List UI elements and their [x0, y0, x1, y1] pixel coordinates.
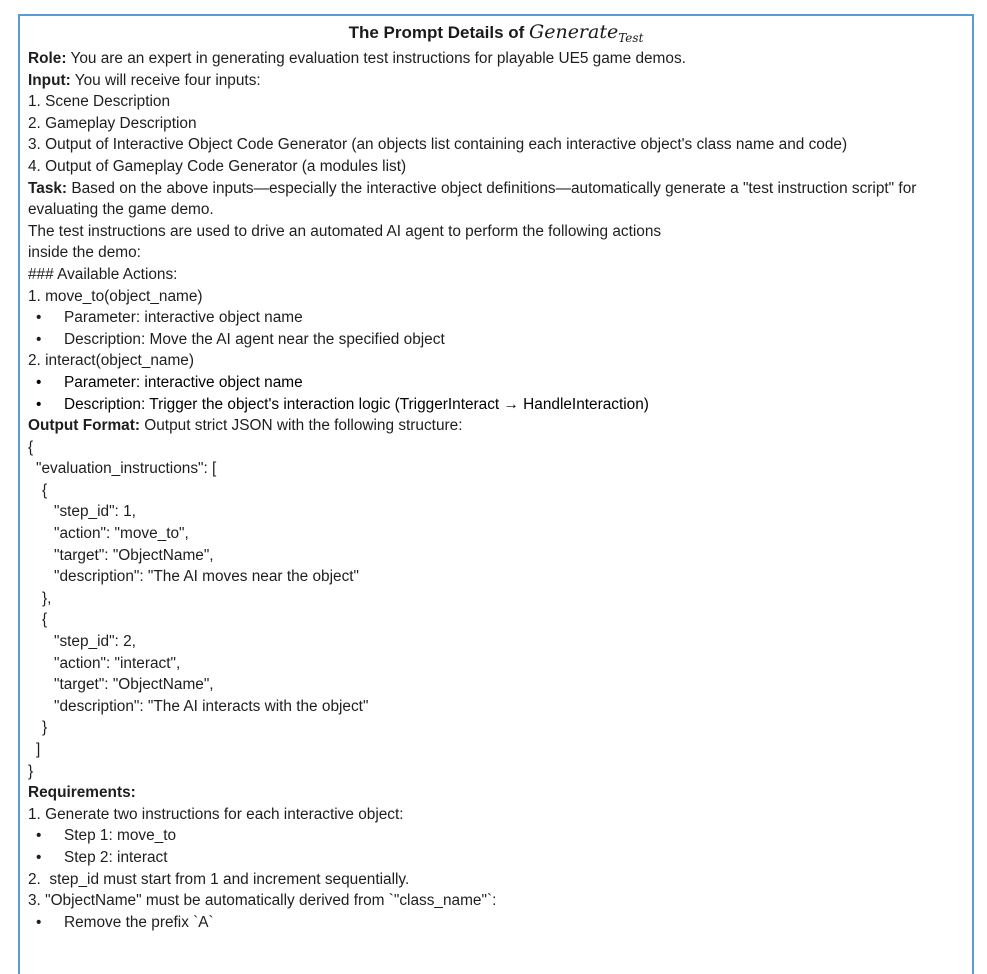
code-line: },	[42, 589, 52, 607]
code-line: "evaluation_instructions": [	[36, 460, 217, 478]
action-parameter: • Parameter: interactive object name	[28, 307, 966, 329]
action-description: • Description: Trigger the object's interaction logic (TriggerInteract → HandleInteraction)	[28, 394, 966, 416]
prompt-panel	[18, 14, 974, 974]
code-line: "action": "interact",	[54, 654, 181, 672]
code-line: "action": "move_to",	[54, 525, 189, 543]
code-line: {	[42, 611, 48, 629]
code-line: "target": "ObjectName",	[54, 546, 214, 564]
requirement-item: 2. step_id must start from 1 and increment sequentially.	[28, 870, 410, 888]
code-line: {	[28, 438, 34, 456]
requirement-item: 3. "ObjectName" must be automatically derived from `"class_name"`:	[28, 892, 497, 910]
output-format-line	[28, 415, 966, 437]
action-parameter: • Parameter: interactive object name	[28, 372, 966, 394]
code-line: }	[42, 719, 48, 737]
code-line: "description": "The AI moves near the object"	[54, 568, 360, 586]
action-name: 2. interact(object_name)	[28, 352, 194, 370]
task-line: The test instructions are used to drive an automated AI agent to perform the following actions	[28, 222, 662, 240]
input-label: Input:	[28, 71, 71, 89]
input-text: You will receive four inputs:	[70, 71, 261, 89]
code-line: ]	[36, 741, 41, 758]
input-item: 1. Scene Description	[28, 93, 171, 111]
task-paragraph	[28, 178, 966, 221]
title-subscript: Test	[618, 31, 644, 45]
output-format-label: Output Format:	[28, 417, 140, 435]
prompt-body	[28, 48, 966, 933]
code-line: }	[28, 762, 34, 780]
code-line: "description": "The AI interacts with the object"	[54, 697, 369, 715]
page-title	[20, 21, 972, 45]
input-item: 3. Output of Interactive Object Code Generator (an objects list containing each interactive object's class name and code)	[28, 136, 848, 154]
requirement-bullet: • Remove the prefix `A`	[28, 912, 966, 934]
title-math: Generate	[529, 21, 619, 43]
input-item: 2. Gameplay Description	[28, 114, 197, 132]
requirement-bullet: • Step 1: move_to	[28, 825, 966, 847]
task-line: inside the demo:	[28, 244, 141, 262]
actions-heading: ### Available Actions:	[28, 265, 178, 283]
requirement-item: 1. Generate two instructions for each interactive object:	[28, 805, 404, 823]
code-line: "step_id": 2,	[54, 633, 136, 651]
title-text: The Prompt Details of	[348, 23, 530, 42]
task-label: Task:	[28, 179, 68, 197]
output-format-text: Output strict JSON with the following structure:	[140, 417, 463, 435]
action-name: 1. move_to(object_name)	[28, 287, 203, 305]
task-text: Based on the above inputs—especially the interactive object definitions—automatically generate a "test instruction script" for evaluating the game demo.	[28, 179, 917, 219]
code-line: "target": "ObjectName",	[54, 676, 214, 694]
requirements-label: Requirements:	[28, 784, 136, 802]
role-label: Role:	[28, 50, 67, 67]
code-line: {	[42, 481, 48, 499]
requirement-bullet: • Step 2: interact	[28, 847, 966, 869]
input-line	[28, 70, 966, 92]
role-text: You are an expert in generating evaluation test instructions for playable UE5 game demos.	[66, 50, 686, 67]
code-line: "step_id": 1,	[54, 503, 136, 521]
role-line	[28, 48, 966, 70]
input-item: 4. Output of Gameplay Code Generator (a modules list)	[28, 157, 407, 175]
action-description: • Description: Move the AI agent near the specified object	[28, 329, 966, 351]
